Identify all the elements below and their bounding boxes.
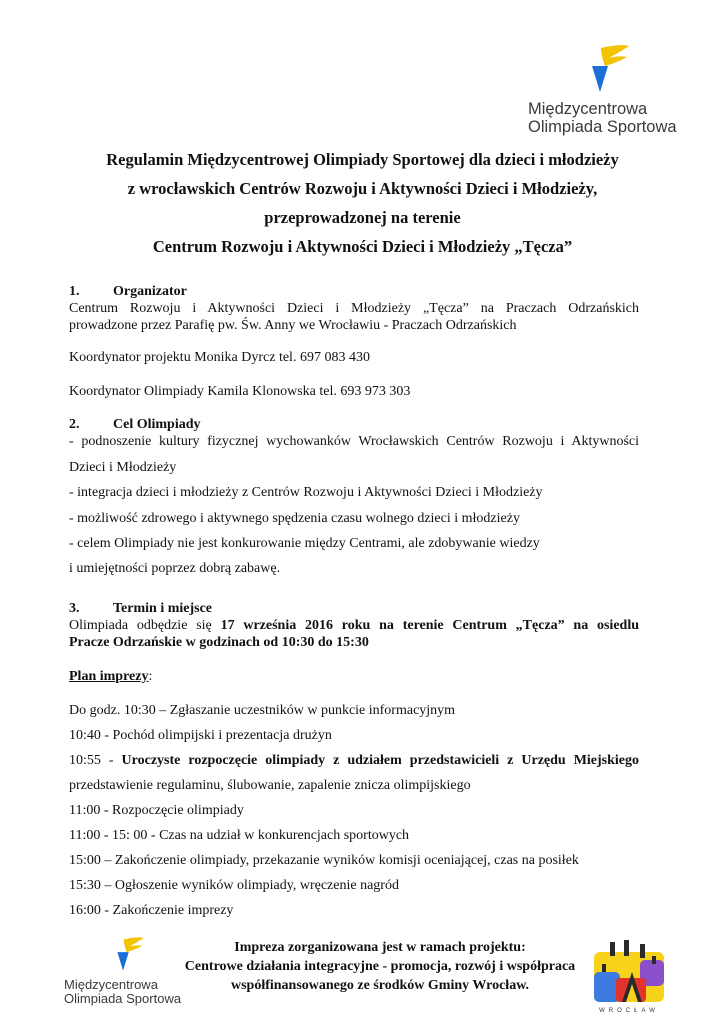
torch-flame-icon bbox=[111, 935, 145, 975]
title-line2: z wrocławskich Centrów Rozwoju i Aktywności Dzieci i Młodzieży, bbox=[127, 179, 598, 198]
schedule-item: 10:40 - Pochód olimpijski i prezentacja drużyn bbox=[69, 728, 332, 743]
footer-line3: współfinansowanego ze środków Gminy Wrocław. bbox=[230, 978, 530, 993]
plan-heading: Plan imprezy: bbox=[69, 669, 153, 684]
goal-line6: i umiejętności poprzez dobrą zabawę. bbox=[69, 561, 281, 576]
torch-flame-icon bbox=[583, 44, 631, 96]
goal-line4: - możliwość zdrowego i aktywnego spędzenia czasu wolnego dzieci i młodzieży bbox=[69, 511, 520, 526]
schedule-item: 15:30 – Ogłoszenie wyników olimpiady, wręczenie nagród bbox=[69, 878, 399, 893]
section2-heading: 2. Cel Olimpiady bbox=[69, 417, 201, 432]
logo-line2: Olimpiada Sportowa bbox=[528, 117, 677, 136]
schedule-item: 11:00 - 15: 00 - Czas na udział w konkurencjach sportowych bbox=[69, 828, 410, 843]
schedule-item: 16:00 - Zakończenie imprezy bbox=[69, 903, 234, 918]
schedule-item-opening-line2: przedstawienie regulaminu, ślubowanie, zapalenie znicza olimpijskiego bbox=[69, 778, 471, 793]
header-logo bbox=[528, 44, 677, 139]
goal-line2: Dzieci i Młodzieży bbox=[69, 460, 177, 475]
schedule-item-opening: 10:55 - Uroczyste rozpoczęcie olimpiady z udziałem przedstawicieli z Urzędu Miejskiego bbox=[69, 753, 640, 768]
goal-line1: - podnoszenie kultury fizycznej wychowanków Wrocławskich Centrów Rozwoju i Aktywności bbox=[69, 434, 639, 449]
schedule-item: Do godz. 10:30 – Zgłaszanie uczestników w punkcie informacyjnym bbox=[69, 703, 456, 718]
wroclaw-logo bbox=[590, 938, 668, 1020]
footer-line2: Centrowe działania integracyjne - promocja, rozwój i współpraca bbox=[184, 959, 576, 974]
title-line1: Regulamin Międzycentrowej Olimpiady Sportowej dla dzieci i młodzieży bbox=[106, 150, 619, 169]
logo-line1: Międzycentrowa bbox=[528, 100, 648, 118]
coordinator-project: Koordynator projektu Monika Dyrcz tel. 697 083 430 bbox=[69, 350, 370, 365]
footer-logo-line2: Olimpiada Sportowa bbox=[64, 991, 182, 1007]
footer-logo bbox=[64, 935, 184, 1015]
footer-logo-line1: Międzycentrowa bbox=[64, 977, 158, 992]
goal-line5: - celem Olimpiady nie jest konkurowanie między Centrami, ale zdobywanie wiedzy bbox=[69, 536, 540, 551]
schedule-item: 11:00 - Rozpoczęcie olimpiady bbox=[69, 803, 244, 818]
title-line4: Centrum Rozwoju i Aktywności Dzieci i Młodzieży „Tęcza” bbox=[152, 237, 573, 256]
coordinator-olympiad: Koordynator Olimpiady Kamila Klonowska tel. 693 973 303 bbox=[69, 384, 411, 399]
date-line2: Pracze Odrzańskie w godzinach od 10:30 do 15:30 bbox=[69, 635, 369, 650]
footer-line1: Impreza zorganizowana jest w ramach projektu: bbox=[234, 940, 526, 955]
section1-organizer-line2: prowadzone przez Parafię pw. Św. Anny we Wrocławiu - Praczach Odrzańskich bbox=[69, 318, 517, 333]
date-line1: Olimpiada odbędzie się 17 września 2016 roku na terenie Centrum „Tęcza” na osiedlu bbox=[69, 618, 640, 633]
wroclaw-emblem-icon bbox=[590, 938, 668, 1006]
wroclaw-logo-text: WROCŁAW bbox=[599, 1008, 659, 1014]
goal-line3: - integracja dzieci i młodzieży z Centrów Rozwoju i Aktywności Dzieci i Młodzieży bbox=[69, 485, 543, 500]
section3-heading: 3. Termin i miejsce bbox=[69, 601, 213, 616]
title-line3: przeprowadzonej na terenie bbox=[264, 208, 461, 227]
schedule-item: 15:00 – Zakończenie olimpiady, przekazanie wyników komisji oceniającej, czas na posiłek bbox=[69, 853, 579, 868]
section1-heading: 1. Organizator bbox=[69, 284, 187, 299]
section1-organizer-line1: Centrum Rozwoju i Aktywności Dzieci i Młodzieży „Tęcza” na Praczach Odrzańskich bbox=[69, 301, 639, 316]
